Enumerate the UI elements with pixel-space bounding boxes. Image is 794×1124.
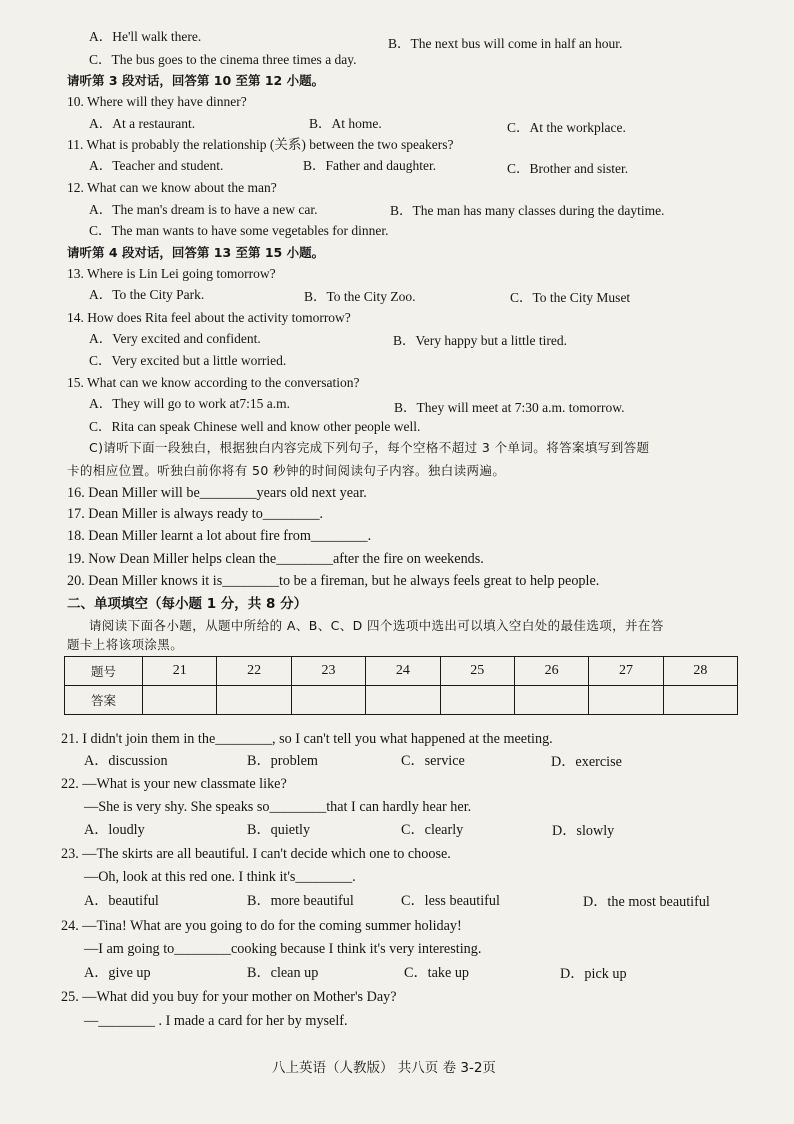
q25-stem-reply: —________ . I made a card for her by myself. — [84, 1013, 348, 1029]
section4-instruction: 请听第 4 段对话，回答第 13 至第 15 小题。 — [67, 245, 325, 260]
q11-option-b: B．Father and daughter. — [303, 158, 437, 173]
q11-stem: 11. What is probably the relationship (关系) between the two speakers? — [67, 137, 454, 152]
q24-option-a: A．give up — [84, 965, 151, 981]
answer-table-number: 26 — [514, 657, 588, 686]
q24-stem-reply: —I am going to________cooking because I think it's very interesting. — [84, 941, 482, 957]
q23-stem-reply: —Oh, look at this red one. I think it's________. — [84, 869, 356, 885]
q15-option-c: C．Rita can speak Chinese well and know other people well. — [89, 419, 421, 434]
answer-table-number: 27 — [589, 657, 663, 686]
partC-instruction-line2: 卡的相应位置。听独白前你将有 50 秒钟的时间阅读句子内容。独白读两遍。 — [67, 463, 506, 478]
q15-stem: 15. What can we know according to the conversation? — [67, 375, 360, 390]
part2-instruction-line1: 请阅读下面各小题，从题中所给的 A、B、C、D 四个选项中选出可以填入空白处的最佳选项，并在答 — [89, 618, 664, 633]
part2-instruction-line2: 题卡上将该项涂黑。 — [67, 637, 184, 652]
q21-option-b: B．problem — [247, 753, 318, 769]
q16-sentence: 16. Dean Miller will be________years old next year. — [67, 485, 367, 501]
q12-option-c: C．The man wants to have some vegetables for dinner. — [89, 223, 389, 238]
q23-option-c: C．less beautiful — [401, 893, 500, 909]
q13-option-b: B．To the City Zoo. — [304, 289, 416, 304]
q10-option-b: B．At home. — [309, 116, 382, 131]
answer-cell[interactable] — [440, 686, 514, 715]
q23-option-a: A．beautiful — [84, 893, 159, 909]
q9-option-c: C．The bus goes to the cinema three times a day. — [89, 52, 357, 67]
q20-sentence: 20. Dean Miller knows it is________to be a fireman, but he always feels great to help people. — [67, 573, 600, 589]
q23-option-d: D．the most beautiful — [583, 894, 710, 910]
section3-instruction: 请听第 3 段对话，回答第 10 至第 12 小题。 — [67, 73, 325, 88]
q21-option-c: C．service — [401, 753, 465, 769]
q24-option-b: B．clean up — [247, 965, 319, 981]
q23-option-b: B．more beautiful — [247, 893, 354, 909]
answer-table-number-label: 题号 — [65, 657, 143, 686]
answer-table-number: 21 — [143, 657, 217, 686]
q12-option-b: B．The man has many classes during the daytime. — [390, 203, 665, 218]
q10-stem: 10. Where will they have dinner? — [67, 94, 247, 109]
q14-option-c: C．Very excited but a little worried. — [89, 353, 287, 368]
answer-cell[interactable] — [143, 686, 217, 715]
answer-cell[interactable] — [663, 686, 737, 715]
q21-stem: 21. I didn't join them in the________, so I can't tell you what happened at the meeting. — [61, 731, 553, 747]
q10-option-c: C．At the workplace. — [507, 120, 626, 135]
answer-table-answer-label: 答案 — [65, 686, 143, 715]
q14-stem: 14. How does Rita feel about the activity tomorrow? — [67, 310, 351, 325]
part2-title: 二、单项填空（每小题 1 分，共 8 分） — [67, 596, 308, 612]
answer-table-number: 28 — [663, 657, 737, 686]
q11-option-c: C．Brother and sister. — [507, 161, 629, 176]
q22-option-a: A．loudly — [84, 822, 145, 838]
q13-stem: 13. Where is Lin Lei going tomorrow? — [67, 266, 276, 281]
q19-sentence: 19. Now Dean Miller helps clean the________after the fire on weekends. — [67, 551, 484, 567]
answer-table-number: 25 — [440, 657, 514, 686]
answer-table-answer-row — [65, 686, 738, 715]
q24-option-c: C．take up — [404, 965, 470, 981]
q22-stem: 22. —What is your new classmate like? — [61, 776, 287, 792]
q10-option-a: A．At a restaurant. — [89, 116, 196, 131]
q12-stem: 12. What can we know about the man? — [67, 180, 277, 195]
q24-stem: 24. —Tina! What are you going to do for the coming summer holiday! — [61, 918, 462, 934]
q13-option-a: A．To the City Park. — [89, 287, 205, 302]
answer-cell[interactable] — [514, 686, 588, 715]
q17-sentence: 17. Dean Miller is always ready to________. — [67, 506, 324, 522]
q15-option-a: A．They will go to work at7:15 a.m. — [89, 396, 290, 411]
q22-option-b: B．quietly — [247, 822, 311, 838]
partC-instruction-line1: C)请听下面一段独白，根据独白内容完成下列句子，每个空格不超过 3 个单词。将答案填写到答题 — [89, 440, 650, 455]
q22-option-c: C．clearly — [401, 822, 464, 838]
q22-stem-reply: —She is very shy. She speaks so________that I can hardly hear her. — [84, 799, 472, 815]
answer-cell[interactable] — [291, 686, 365, 715]
answer-table-number: 22 — [217, 657, 291, 686]
q14-option-b: B．Very happy but a little tired. — [393, 333, 567, 348]
q23-stem: 23. —The skirts are all beautiful. I can't decide which one to choose. — [61, 846, 451, 862]
q12-option-a: A．The man's dream is to have a new car. — [89, 202, 318, 217]
q11-option-a: A．Teacher and student. — [89, 158, 224, 173]
answer-cell[interactable] — [217, 686, 291, 715]
q21-option-a: A．discussion — [84, 753, 168, 769]
q9-option-b: B．The next bus will come in half an hour. — [388, 36, 623, 51]
answer-table — [64, 656, 738, 715]
q14-option-a: A．Very excited and confident. — [89, 331, 261, 346]
answer-table-number: 24 — [366, 657, 440, 686]
q18-sentence: 18. Dean Miller learnt a lot about fire from________. — [67, 528, 372, 544]
q24-option-d: D．pick up — [560, 966, 627, 982]
answer-cell[interactable] — [366, 686, 440, 715]
answer-table-number-row — [65, 657, 738, 686]
page-footer: 八上英语（人教版） 共八页 卷 3-2页 — [272, 1060, 496, 1076]
answer-cell[interactable] — [589, 686, 663, 715]
q15-option-b: B．They will meet at 7:30 a.m. tomorrow. — [394, 400, 625, 415]
q22-option-d: D．slowly — [552, 823, 615, 839]
q25-stem: 25. —What did you buy for your mother on Mother's Day? — [61, 989, 397, 1005]
q21-option-d: D．exercise — [551, 754, 622, 770]
q13-option-c: C．To the City Muset — [510, 290, 631, 305]
answer-table-number: 23 — [291, 657, 365, 686]
q9-option-a: A．He'll walk there. — [89, 29, 202, 44]
